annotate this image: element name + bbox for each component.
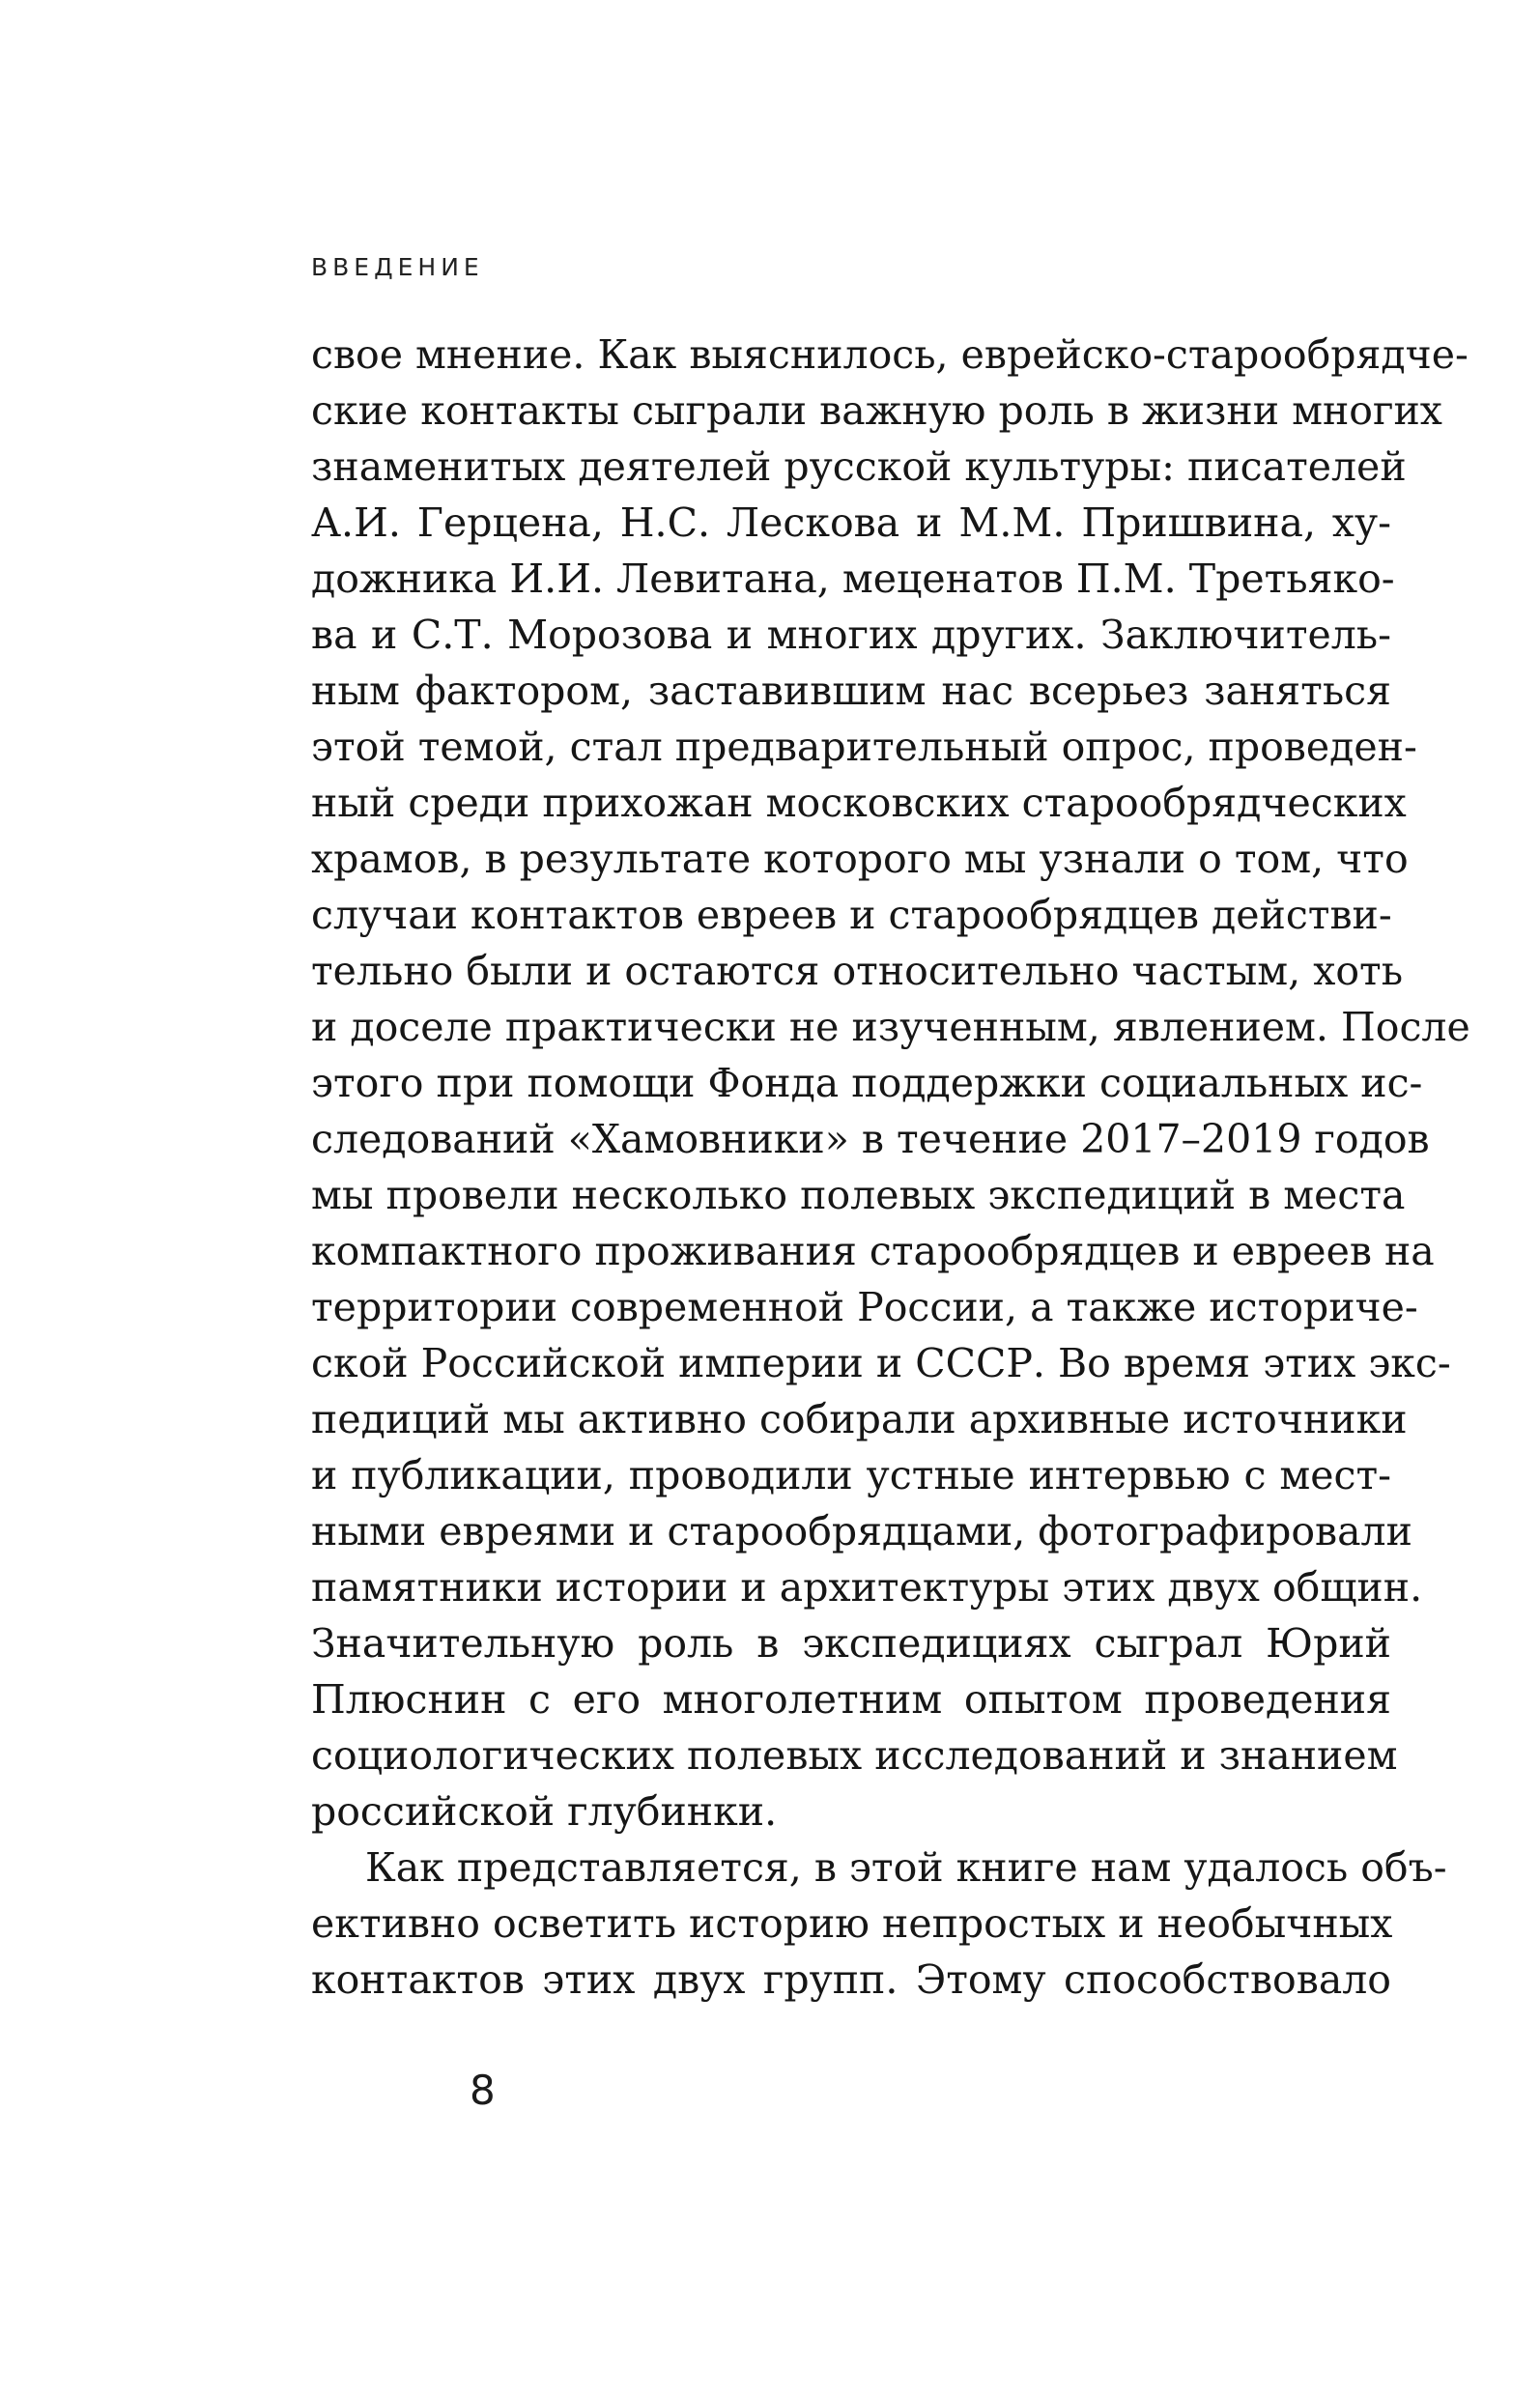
text-line: А.И. Герцена, Н.С. Лескова и М.М. Пришвина, ху- bbox=[311, 499, 1391, 546]
text-line: ным фактором, заставившим нас всерьез заняться bbox=[311, 668, 1391, 714]
text-line: Значительную роль в экспедициях сыграл Юрий bbox=[311, 1620, 1391, 1667]
text-line: российской глубинки. bbox=[311, 1788, 778, 1835]
text-line: этого при помощи Фонда поддержки социальных ис- bbox=[311, 1060, 1423, 1106]
text-line: территории современной России, а также историче- bbox=[311, 1284, 1418, 1330]
text-line: ными евреями и старообрядцами, фотографировали bbox=[311, 1508, 1412, 1555]
text-line: памятники истории и архитектуры этих двух общин. bbox=[311, 1564, 1423, 1611]
text-line: ва и С.Т. Морозова и многих других. Заключитель- bbox=[311, 612, 1391, 658]
text-line: этой темой, стал предварительный опрос, проведен- bbox=[311, 724, 1417, 770]
text-line: тельно были и остаются относительно частым, хоть bbox=[311, 948, 1404, 994]
text-line: компактного проживания старообрядцев и евреев на bbox=[311, 1228, 1435, 1274]
text-line: ские контакты сыграли важную роль в жизни многих bbox=[311, 387, 1442, 434]
page-number: 8 bbox=[470, 2067, 496, 2114]
text-line: храмов, в результате которого мы узнали о том, что bbox=[311, 836, 1409, 882]
text-line: ективно осветить историю непростых и необычных bbox=[311, 1900, 1393, 1947]
text-line: ской Российской империи и СССР. Во время этих экс- bbox=[311, 1340, 1451, 1386]
text-line: социологических полевых исследований и знанием bbox=[311, 1732, 1398, 1779]
text-line: и доселе практически не изученным, явлением. После bbox=[311, 1004, 1470, 1050]
text-line: контактов этих двух групп. Этому способствовало bbox=[311, 1956, 1391, 2003]
text-line: Как представляется, в этой книге нам удалось объ- bbox=[365, 1844, 1447, 1891]
text-line: и публикации, проводили устные интервью с мест- bbox=[311, 1452, 1391, 1498]
paragraph-1 bbox=[311, 327, 1470, 1840]
running-head: ВВЕДЕНИЕ bbox=[311, 253, 484, 281]
paragraph-2 bbox=[311, 1840, 1447, 2008]
text-line: Плюснин с его многолетним опытом проведения bbox=[311, 1676, 1391, 1723]
text-line: педиций мы активно собирали архивные источники bbox=[311, 1396, 1408, 1442]
text-line: случаи контактов евреев и старообрядцев действи- bbox=[311, 892, 1392, 938]
text-line: мы провели несколько полевых экспедиций в места bbox=[311, 1172, 1406, 1218]
text-line: знаменитых деятелей русской культуры: писателей bbox=[311, 443, 1407, 490]
text-line: следований «Хамовники» в течение 2017–2019 годов bbox=[311, 1116, 1430, 1162]
body-text bbox=[311, 327, 1470, 2008]
text-line: дожника И.И. Левитана, меценатов П.М. Третьяко- bbox=[311, 556, 1395, 602]
text-line: ный среди прихожан московских старообрядческих bbox=[311, 780, 1407, 826]
text-line: свое мнение. Как выяснилось, еврейско-старообрядче- bbox=[311, 331, 1469, 378]
